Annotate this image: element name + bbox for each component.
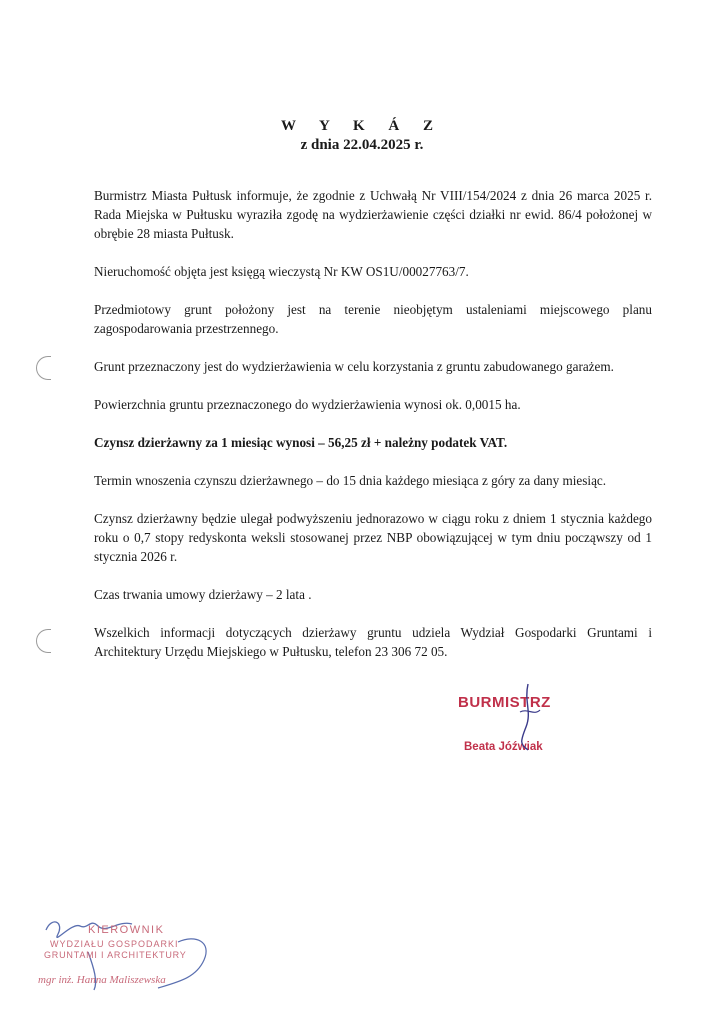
stamp-line: WYDZIAŁU GOSPODARKI xyxy=(50,939,179,949)
paragraph: Powierzchnia gruntu przeznaczonego do wydzierżawienia wynosi ok. 0,0015 ha. xyxy=(94,397,521,412)
paragraph: Czynsz dzierżawny będzie ulegał podwyższeniu jednorazowo w ciągu roku z dniem 1 stycznia każdego roku o 0,7 stopy redyskonta weksli stosowanej przez NBP obowiązującej w tym dniu począwszy od 1 stycznia 2026 r. xyxy=(94,511,652,564)
paragraph: Czas trwania umowy dzierżawy – 2 lata . xyxy=(94,587,312,602)
paragraph-rent: Czynsz dzierżawny za 1 miesiąc wynosi – 56,25 zł + należny podatek VAT. xyxy=(94,435,508,450)
signature-title: BURMISTRZ xyxy=(458,694,551,711)
stamp-name: mgr inż. Hanna Maliszewska xyxy=(38,974,166,986)
document-date: z dnia 22.04.2025 r. xyxy=(300,137,424,153)
paragraph: Grunt przeznaczony jest do wydzierżawienia w celu korzystania z gruntu zabudowanego garażem. xyxy=(94,359,614,374)
department-head-stamp xyxy=(28,912,228,992)
stamp-line: KIEROWNIK xyxy=(88,924,165,936)
document-title: W Y K Á Z xyxy=(281,118,443,134)
document-body xyxy=(94,186,652,680)
mayor-signature-stamp xyxy=(458,694,598,753)
punch-hole-mark xyxy=(36,356,51,380)
paragraph: Nieruchomość objęta jest księgą wieczystą Nr KW OS1U/00027763/7. xyxy=(94,264,469,279)
paragraph: Przedmiotowy grunt położony jest na terenie nieobjętym ustaleniami miejscowego planu zagospodarowania przestrzennego. xyxy=(94,302,652,336)
paragraph: Termin wnoszenia czynszu dzierżawnego – do 15 dnia każdego miesiąca z góry za dany miesiąc. xyxy=(94,473,607,488)
signature-name: Beata Jóźwiak xyxy=(464,741,543,753)
paragraph: Burmistrz Miasta Pułtusk informuje, że zgodnie z Uchwałą Nr VIII/154/2024 z dnia 26 marca 2025 r. Rada Miejska w Pułtusku wyraziła zgodę na wydzierżawienie części działki nr ewid. 86/4 położonej w obrębie 28 miasta Pułtusk. xyxy=(94,188,652,241)
stamp-line: GRUNTAMI I ARCHITEKTURY xyxy=(44,950,187,960)
paragraph: Wszelkich informacji dotyczących dzierżawy gruntu udziela Wydział Gospodarki Gruntami i Architektury Urzędu Miejskiego w Pułtusku, telefon 23 306 72 05. xyxy=(94,625,652,659)
handwritten-signature xyxy=(498,682,558,752)
punch-hole-mark xyxy=(36,629,51,653)
